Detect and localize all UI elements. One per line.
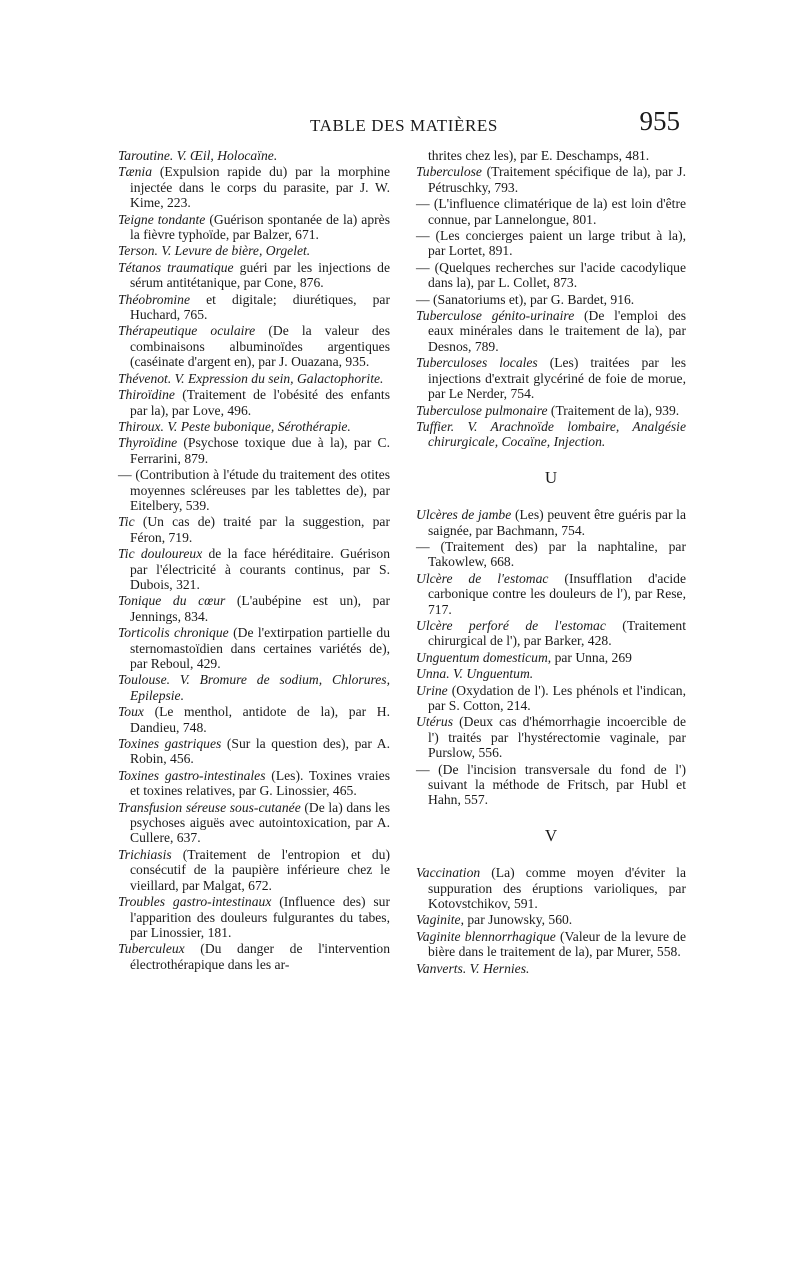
index-entry bbox=[416, 762, 686, 808]
entry-text: (Guérison spontanée de la) après la fièvre typhoïde, par Balzer, 671. bbox=[130, 211, 390, 243]
index-entry bbox=[416, 714, 686, 760]
index-entry bbox=[118, 467, 390, 513]
entry-heading: Torticolis chronique bbox=[118, 625, 229, 641]
entry-text: (Sanatoriums et), par G. Bardet, 916. bbox=[429, 291, 635, 307]
entry-heading: — bbox=[416, 228, 430, 244]
index-entry bbox=[118, 371, 390, 386]
index-entry bbox=[416, 865, 686, 911]
index-entry bbox=[118, 212, 390, 243]
entry-text: thrites chez les), par E. Deschamps, 481. bbox=[428, 148, 650, 163]
entry-text: (Les concierges paient un large tribut à la), par Lortet, 891. bbox=[428, 228, 686, 259]
entry-text: (Oxydation de l'). Les phénols et l'indican, par S. Cotton, 214. bbox=[428, 682, 686, 713]
entry-heading: Tuberculose pulmonaire bbox=[416, 402, 548, 418]
index-entry bbox=[118, 704, 390, 735]
index-entry bbox=[118, 546, 390, 592]
entry-heading: Ulcère de l'estomac bbox=[416, 570, 549, 586]
index-entry bbox=[416, 260, 686, 291]
index-entry bbox=[118, 514, 390, 545]
entry-heading: Trichiasis bbox=[118, 846, 172, 862]
entry-heading: Tétanos traumatique bbox=[118, 259, 234, 275]
entry-text: (Traitement des) par la naphtaline, par Takowlew, 668. bbox=[428, 538, 686, 570]
entry-heading: — bbox=[416, 538, 430, 554]
index-entry bbox=[118, 941, 390, 972]
entry-text: (La) comme moyen d'éviter la suppuration des éruptions varioliques, par Kotovstchikov, 591. bbox=[428, 865, 686, 912]
entry-heading: — bbox=[416, 291, 430, 307]
index-entry bbox=[416, 292, 686, 307]
entry-text: et digitale; diurétiques, par Huchard, 765. bbox=[130, 291, 390, 323]
entry-text: de la face héréditaire. Guérison par l'électricité à courants continus, par S. Dubois, 321. bbox=[130, 546, 390, 592]
entry-text: (Un cas de) traité par la suggestion, par Féron, 719. bbox=[130, 514, 390, 545]
index-entry bbox=[118, 260, 390, 291]
index-entry bbox=[118, 148, 390, 163]
entry-text: , par Unna, 269 bbox=[547, 649, 632, 665]
entry-text: (De la) dans les psychoses aiguës avec autointoxication, par A. Cullere, 637. bbox=[130, 799, 391, 846]
entry-text: (Quelques recherches sur l'acide cacodylique dans la), par L. Collet, 873. bbox=[428, 259, 686, 291]
entry-heading: Tænia bbox=[118, 164, 152, 180]
entry-heading: Urine bbox=[416, 682, 448, 698]
entry-heading: Teigne tondante bbox=[118, 211, 206, 227]
entry-heading: Théobromine bbox=[118, 291, 190, 307]
index-entry bbox=[118, 387, 390, 418]
entry-text: (Le menthol, antidote de la), par H. Dandieu, 748. bbox=[130, 704, 390, 735]
index-entry bbox=[416, 961, 686, 976]
running-title: TABLE DES MATIÈRES bbox=[310, 116, 498, 135]
entry-text: (Traitement de l'entropion et du) consécutif de la paupière inférieure chez le vieillard, par Malgat, 672. bbox=[130, 846, 390, 893]
index-entry bbox=[118, 800, 390, 846]
entry-text: (Influence des) sur l'apparition des douleurs fulgurantes du tabes, par Linossier, 181. bbox=[130, 894, 390, 940]
entry-heading: Vaginite blennorrhagique bbox=[416, 928, 556, 944]
index-entry bbox=[416, 196, 686, 227]
entry-heading: Unguentum domesticum bbox=[416, 649, 548, 665]
entry-text: (Contribution à l'étude du traitement des otites moyennes scléreuses par les tablettes de), par Eitelbery, 539. bbox=[130, 467, 390, 513]
index-entries-v bbox=[416, 865, 686, 976]
entry-text: (L'influence climatérique de la) est loin d'être connue, par Lannelongue, 801. bbox=[428, 196, 686, 227]
section-heading-u: U bbox=[544, 467, 558, 487]
index-entry bbox=[118, 593, 390, 624]
entry-heading: — bbox=[416, 196, 430, 212]
index-entry bbox=[416, 912, 686, 927]
entry-text: , par Junowsky, 560. bbox=[460, 912, 573, 928]
entry-text: guéri par les injections de sérum antitétanique, par Cone, 876. bbox=[130, 259, 390, 291]
entry-heading: Tuberculose génito-urinaire bbox=[416, 308, 575, 324]
entry-heading: Troubles gastro-intestinaux bbox=[118, 894, 272, 910]
index-entry bbox=[416, 683, 686, 714]
entry-heading: Ulcères de jambe bbox=[416, 507, 512, 523]
entry-heading: Toux bbox=[118, 704, 144, 720]
entry-heading: Tic bbox=[118, 514, 135, 530]
index-entry bbox=[416, 228, 686, 259]
page-header bbox=[120, 106, 680, 142]
entry-text: (De l'extirpation partielle du sternomastoïdien dans certaines variétés de), par Reboul, 429. bbox=[130, 625, 390, 671]
entry-text: (Deux cas d'hémorrhagie incoercible de l') traités par l'hystérectomie vaginale, par Purslow, 556. bbox=[428, 714, 686, 761]
entry-heading: Tuffier. V. Arachnoïde lombaire, Analgésie chirurgicale, Cocaïne, Injection. bbox=[416, 418, 686, 450]
entry-text: (Traitement chirurgical de l'), par Barker, 428. bbox=[428, 617, 686, 649]
index-column-right bbox=[416, 148, 686, 977]
entry-heading: Tuberculose bbox=[416, 164, 482, 180]
entry-text: (De la valeur des combinaisons albuminoïdes argentiques (caséinate d'argent en), par J. Ouazana, 935. bbox=[130, 323, 390, 370]
index-entry bbox=[416, 571, 686, 617]
index-entry bbox=[118, 768, 390, 799]
index-entry bbox=[416, 308, 686, 354]
page-number: 955 bbox=[639, 106, 680, 136]
entry-heading: Tic douloureux bbox=[118, 546, 203, 562]
entry-text: (De l'incision transversale du fond de l') suivant la méthode de Fritsch, par Hubl et Hahn, 557. bbox=[428, 761, 686, 808]
entry-text: (Traitement de l'obésité des enfants par la), par Love, 496. bbox=[130, 387, 390, 418]
entry-text: (De l'emploi des eaux minérales dans le traitement de la), par Desnos, 789. bbox=[428, 308, 686, 354]
index-entry bbox=[416, 419, 686, 450]
entry-heading: Thérapeutique oculaire bbox=[118, 323, 256, 339]
index-entry bbox=[118, 847, 390, 893]
index-entry bbox=[118, 736, 390, 767]
entry-heading: Unna. V. Unguentum. bbox=[416, 666, 534, 682]
index-entry bbox=[416, 355, 686, 401]
index-entry bbox=[118, 435, 390, 466]
index-entry bbox=[118, 672, 390, 703]
entry-heading: — bbox=[118, 467, 132, 483]
index-entry bbox=[416, 164, 686, 195]
entry-heading: — bbox=[416, 761, 430, 777]
entry-text: (Du danger de l'intervention électrothérapique dans les ar- bbox=[130, 941, 390, 972]
entry-heading: — bbox=[416, 259, 430, 275]
entry-text: (Valeur de la levure de bière dans le traitement de la), par Murer, 558. bbox=[428, 928, 686, 960]
entry-text: (Les) peuvent être guéris par la saignée, par Bachmann, 754. bbox=[428, 507, 686, 538]
index-entry bbox=[118, 292, 390, 323]
entry-heading: Thiroïdine bbox=[118, 387, 175, 403]
index-column-left bbox=[118, 148, 390, 973]
entry-heading: Vanverts. V. Hernies. bbox=[416, 960, 530, 976]
entry-heading: Vaccination bbox=[416, 865, 481, 881]
entry-text: (Psychose toxique due à la), par C. Ferrarini, 879. bbox=[130, 435, 390, 466]
index-entry bbox=[416, 403, 686, 418]
index-entry bbox=[118, 419, 390, 434]
entry-heading: Transfusion séreuse sous-cutanée bbox=[118, 799, 301, 815]
index-entry bbox=[416, 666, 686, 681]
entry-text: (Sur la question des), par A. Robin, 456. bbox=[130, 736, 390, 767]
entry-heading: Toulouse. V. Bromure de sodium, Chlorures, Epilepsie. bbox=[118, 672, 390, 703]
index-entry bbox=[416, 618, 686, 649]
index-entry bbox=[416, 929, 686, 960]
index-entries-u bbox=[416, 507, 686, 808]
entry-heading: Thyroïdine bbox=[118, 435, 178, 451]
entry-text: (Traitement spécifique de la), par J. Pétruschky, 793. bbox=[428, 164, 686, 195]
entry-heading: Thévenot. V. Expression du sein, Galactophorite. bbox=[118, 370, 384, 386]
entry-text: (Traitement de la), 939. bbox=[547, 402, 680, 418]
index-entry bbox=[118, 894, 390, 940]
index-entry bbox=[118, 164, 390, 210]
index-entry bbox=[118, 323, 390, 369]
section-heading-v: V bbox=[544, 825, 558, 845]
entry-heading: Tonique du cœur bbox=[118, 593, 226, 609]
entry-heading: Tuberculeux bbox=[118, 941, 185, 957]
entry-text: (L'aubépine est un), par Jennings, 834. bbox=[130, 593, 391, 624]
entry-text: (Insufflation d'acide carbonique contre les douleurs de l'), par Rese, 717. bbox=[428, 570, 687, 617]
entry-text: (Les). Toxines vraies et toxines relatives, par G. Linossier, 465. bbox=[130, 767, 390, 799]
entry-text: (Expulsion rapide du) par la morphine injectée dans le corps du parasite, par J. W. Kime, 223. bbox=[130, 164, 390, 211]
entry-heading: Tuberculoses locales bbox=[416, 355, 538, 371]
index-entry bbox=[416, 148, 686, 163]
entry-heading: Vaginite bbox=[416, 912, 461, 928]
entry-heading: Toxines gastriques bbox=[118, 736, 222, 752]
index-entry bbox=[118, 625, 390, 671]
index-entry bbox=[416, 650, 686, 665]
entry-heading: Ulcère perforé de l'estomac bbox=[416, 617, 606, 633]
index-entry bbox=[416, 507, 686, 538]
entry-heading: Utérus bbox=[416, 714, 454, 730]
entry-heading: Toxines gastro-intestinales bbox=[118, 767, 266, 783]
index-entry bbox=[416, 539, 686, 570]
entry-heading: Thiroux. V. Peste bubonique, Sérothérapie. bbox=[118, 418, 351, 434]
entry-heading: Taroutine. V. Œil, Holocaïne. bbox=[118, 148, 278, 163]
entry-heading: Terson. V. Levure de bière, Orgelet. bbox=[118, 243, 311, 259]
index-entry bbox=[118, 243, 390, 258]
index-entries-t-continued bbox=[416, 148, 686, 450]
entry-text: (Les) traitées par les injections d'extrait glycériné de foie de morue, par Le Nerder, 754. bbox=[428, 355, 686, 402]
